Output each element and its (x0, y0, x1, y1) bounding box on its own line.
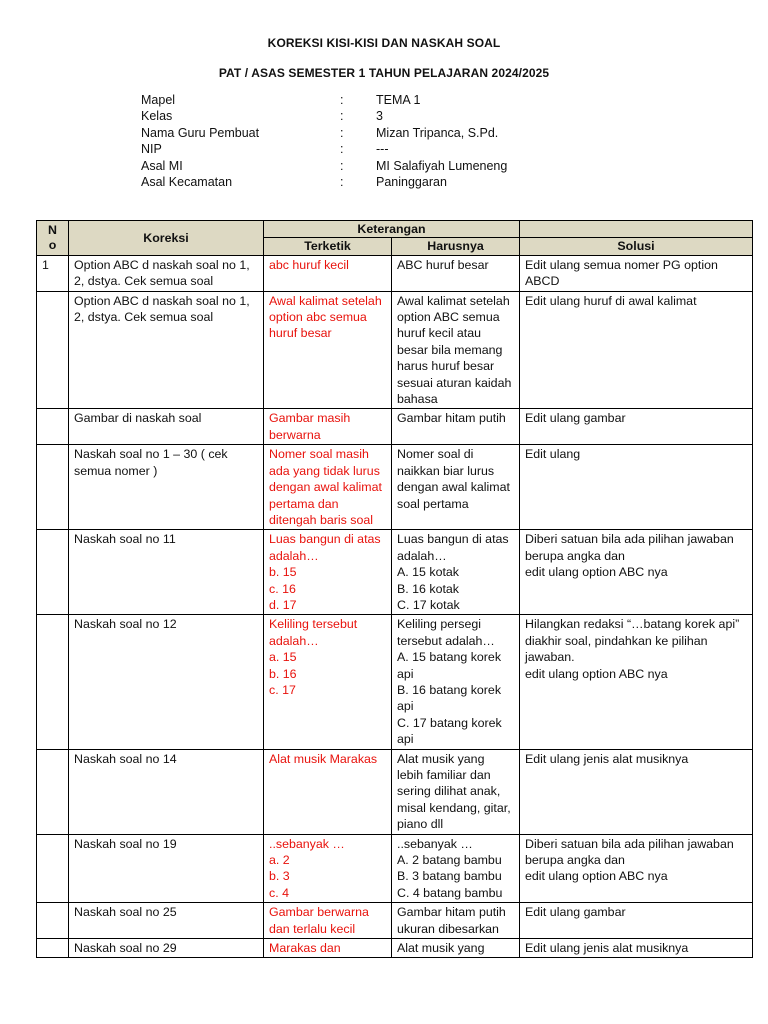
info-colon: : (340, 142, 344, 157)
solusi-line: edit ulang option ABC nya (525, 666, 668, 681)
document-title: KOREKSI KISI-KISI DAN NASKAH SOAL (267, 36, 501, 50)
terketik-line: d. 17 (269, 597, 297, 612)
cell-harusnya (392, 939, 520, 958)
cell-terketik (264, 291, 392, 409)
terketik-line: Alat musik Marakas (269, 751, 378, 766)
info-colon: : (340, 158, 344, 173)
solusi-line: Edit ulang gambar (525, 411, 626, 426)
table-row (37, 749, 753, 834)
cell-terketik (264, 834, 392, 903)
header-no (37, 221, 69, 256)
info-label: Kelas (141, 109, 173, 124)
harusnya-line: Gambar hitam putih (397, 411, 506, 426)
header-no-line1: N (48, 222, 57, 237)
terketik-line: Gambar berwarna dan terlalu kecil (269, 905, 369, 936)
cell-koreksi: Naskah soal no 11 (69, 530, 264, 615)
header-no-line2: o (48, 237, 57, 252)
solusi-line: Edit ulang semua nomer PG option ABCD (525, 257, 718, 289)
table-row (37, 409, 753, 445)
cell-solusi (520, 749, 753, 834)
table-row (37, 530, 753, 615)
cell-harusnya (392, 291, 520, 409)
cell-solusi (520, 615, 753, 749)
cell-no (37, 409, 69, 445)
correction-table (36, 220, 753, 958)
harusnya-line: C. 17 kotak (397, 597, 460, 612)
header-blank (520, 221, 753, 238)
info-label: Asal Kecamatan (141, 174, 233, 189)
cell-solusi (520, 530, 753, 615)
terketik-line: Gambar masih berwarna (269, 411, 351, 442)
cell-solusi (520, 834, 753, 903)
harusnya-line: Nomer soal di naikkan biar lurus dengan awal kalimat soal pertama (397, 447, 510, 511)
header-solusi: Solusi (520, 238, 753, 255)
info-label: NIP (141, 142, 162, 157)
info-value: 3 (376, 109, 383, 124)
cell-koreksi: Option ABC d naskah soal no 1, 2, dstya. Cek semua soal (69, 255, 264, 291)
harusnya-line: B. 16 batang korek api (397, 682, 502, 714)
cell-terketik (264, 530, 392, 615)
cell-koreksi: Naskah soal no 29 (69, 939, 264, 958)
cell-harusnya (392, 834, 520, 903)
table-row (37, 939, 753, 958)
harusnya-line: ..sebanyak … (397, 836, 473, 851)
solusi-line: Edit ulang gambar (525, 905, 626, 920)
terketik-line: abc huruf kecil (269, 257, 349, 272)
info-label: Asal MI (141, 158, 183, 173)
info-label: Mapel (141, 93, 176, 107)
info-label: Nama Guru Pembuat (141, 125, 260, 140)
cell-terketik (264, 409, 392, 445)
cell-harusnya (392, 530, 520, 615)
header-koreksi: Koreksi (69, 221, 264, 256)
cell-terketik (264, 445, 392, 530)
harusnya-line: C. 4 batang bambu (397, 885, 503, 900)
table-row (37, 255, 753, 291)
solusi-line: Edit ulang jenis alat musiknya (525, 751, 689, 766)
cell-harusnya (392, 903, 520, 939)
solusi-line: Edit ulang (525, 447, 581, 462)
cell-koreksi: Naskah soal no 25 (69, 903, 264, 939)
info-value: MI Salafiyah Lumeneng (376, 158, 508, 173)
table-row (37, 445, 753, 530)
harusnya-line: Luas bangun di atas adalah… (397, 532, 509, 563)
cell-harusnya (392, 445, 520, 530)
solusi-line: edit ulang option ABC nya (525, 869, 668, 884)
terketik-line: Luas bangun di atas adalah… (269, 532, 381, 563)
cell-koreksi: Option ABC d naskah soal no 1, 2, dstya. Cek semua soal (69, 291, 264, 409)
cell-no (37, 834, 69, 903)
solusi-line: Edit ulang huruf di awal kalimat (525, 293, 697, 308)
terketik-line: b. 16 (269, 666, 297, 681)
info-colon: : (340, 109, 344, 124)
info-colon: : (340, 93, 344, 107)
header-terketik: Terketik (264, 238, 392, 255)
terketik-line: a. 2 (269, 853, 290, 868)
harusnya-line: A. 2 batang bambu (397, 853, 502, 868)
harusnya-line: ABC huruf besar (397, 257, 489, 272)
info-colon: : (340, 125, 344, 140)
cell-terketik (264, 903, 392, 939)
cell-no: 1 (37, 255, 69, 291)
cell-solusi (520, 903, 753, 939)
table-row (37, 291, 753, 409)
terketik-line: Keliling tersebut adalah… (269, 617, 358, 648)
harusnya-line: Alat musik yang lebih familiar dan sering dilihat anak, misal kendang, gitar, piano dll (397, 751, 511, 832)
harusnya-line: B. 3 batang bambu (397, 869, 502, 884)
cell-terketik (264, 255, 392, 291)
info-value: Paninggaran (376, 174, 447, 189)
cell-koreksi: Gambar di naskah soal (69, 409, 264, 445)
cell-koreksi: Naskah soal no 19 (69, 834, 264, 903)
cell-koreksi: Naskah soal no 1 – 30 ( cek semua nomer ) (69, 445, 264, 530)
terketik-line: c. 4 (269, 885, 289, 900)
terketik-line: Marakas dan (269, 941, 341, 956)
terketik-line: c. 16 (269, 581, 296, 596)
harusnya-line: B. 16 kotak (397, 581, 459, 596)
solusi-line: edit ulang option ABC nya (525, 565, 668, 580)
cell-solusi (520, 255, 753, 291)
harusnya-line: Awal kalimat setelah option ABC semua huruf kecil atau besar bila memang harus huruf besar sesuai aturan kaidah bahasa (397, 293, 512, 407)
cell-terketik (264, 939, 392, 958)
solusi-line: Diberi satuan bila ada pilihan jawaban berupa angka dan (525, 532, 734, 563)
header-row-1 (37, 221, 753, 238)
cell-koreksi: Naskah soal no 14 (69, 749, 264, 834)
terketik-line: Nomer soal masih ada yang tidak lurus dengan awal kalimat pertama dan ditengah baris soal (269, 447, 382, 527)
harusnya-line: Alat musik yang (397, 941, 485, 956)
terketik-line: Awal kalimat setelah option abc semua huruf besar (269, 293, 382, 341)
terketik-line: ..sebanyak … (269, 836, 345, 851)
cell-harusnya (392, 615, 520, 749)
cell-no (37, 939, 69, 958)
cell-no (37, 615, 69, 749)
cell-koreksi: Naskah soal no 12 (69, 615, 264, 749)
table-row (37, 834, 753, 903)
cell-no (37, 903, 69, 939)
solusi-line: Diberi satuan bila ada pilihan jawaban berupa angka dan (525, 836, 734, 868)
terketik-line: c. 17 (269, 682, 296, 697)
terketik-line: a. 15 (269, 650, 297, 665)
solusi-line: Edit ulang jenis alat musiknya (525, 941, 689, 956)
info-value: TEMA 1 (376, 93, 421, 107)
harusnya-line: Keliling persegi tersebut adalah… (397, 617, 495, 648)
harusnya-line: A. 15 batang korek api (397, 650, 502, 681)
solusi-line: Hilangkan redaksi “…batang korek api” diakhir soal, pindahkan ke pilihan jawaban. (525, 617, 740, 665)
cell-terketik (264, 749, 392, 834)
info-value: Mizan Tripanca, S.Pd. (376, 125, 499, 140)
cell-terketik (264, 615, 392, 749)
cell-harusnya (392, 409, 520, 445)
cell-no (37, 530, 69, 615)
terketik-line: b. 15 (269, 565, 297, 580)
cell-solusi (520, 409, 753, 445)
header-harusnya: Harusnya (392, 238, 520, 255)
terketik-line: b. 3 (269, 869, 290, 884)
cell-solusi (520, 291, 753, 409)
table-row (37, 615, 753, 749)
cell-no (37, 291, 69, 409)
cell-solusi (520, 445, 753, 530)
table-row (37, 903, 753, 939)
cell-no (37, 445, 69, 530)
cell-harusnya (392, 749, 520, 834)
cell-harusnya (392, 255, 520, 291)
harusnya-line: C. 17 batang korek api (397, 715, 502, 747)
document-subtitle: PAT / ASAS SEMESTER 1 TAHUN PELAJARAN 2024/2025 (218, 66, 550, 80)
info-colon: : (340, 174, 344, 189)
cell-solusi (520, 939, 753, 958)
info-value: --- (376, 142, 389, 157)
harusnya-line: Gambar hitam putih ukuran dibesarkan (397, 905, 506, 936)
header-keterangan: Keterangan (264, 221, 520, 238)
harusnya-line: A. 15 kotak (397, 565, 459, 580)
cell-no (37, 749, 69, 834)
